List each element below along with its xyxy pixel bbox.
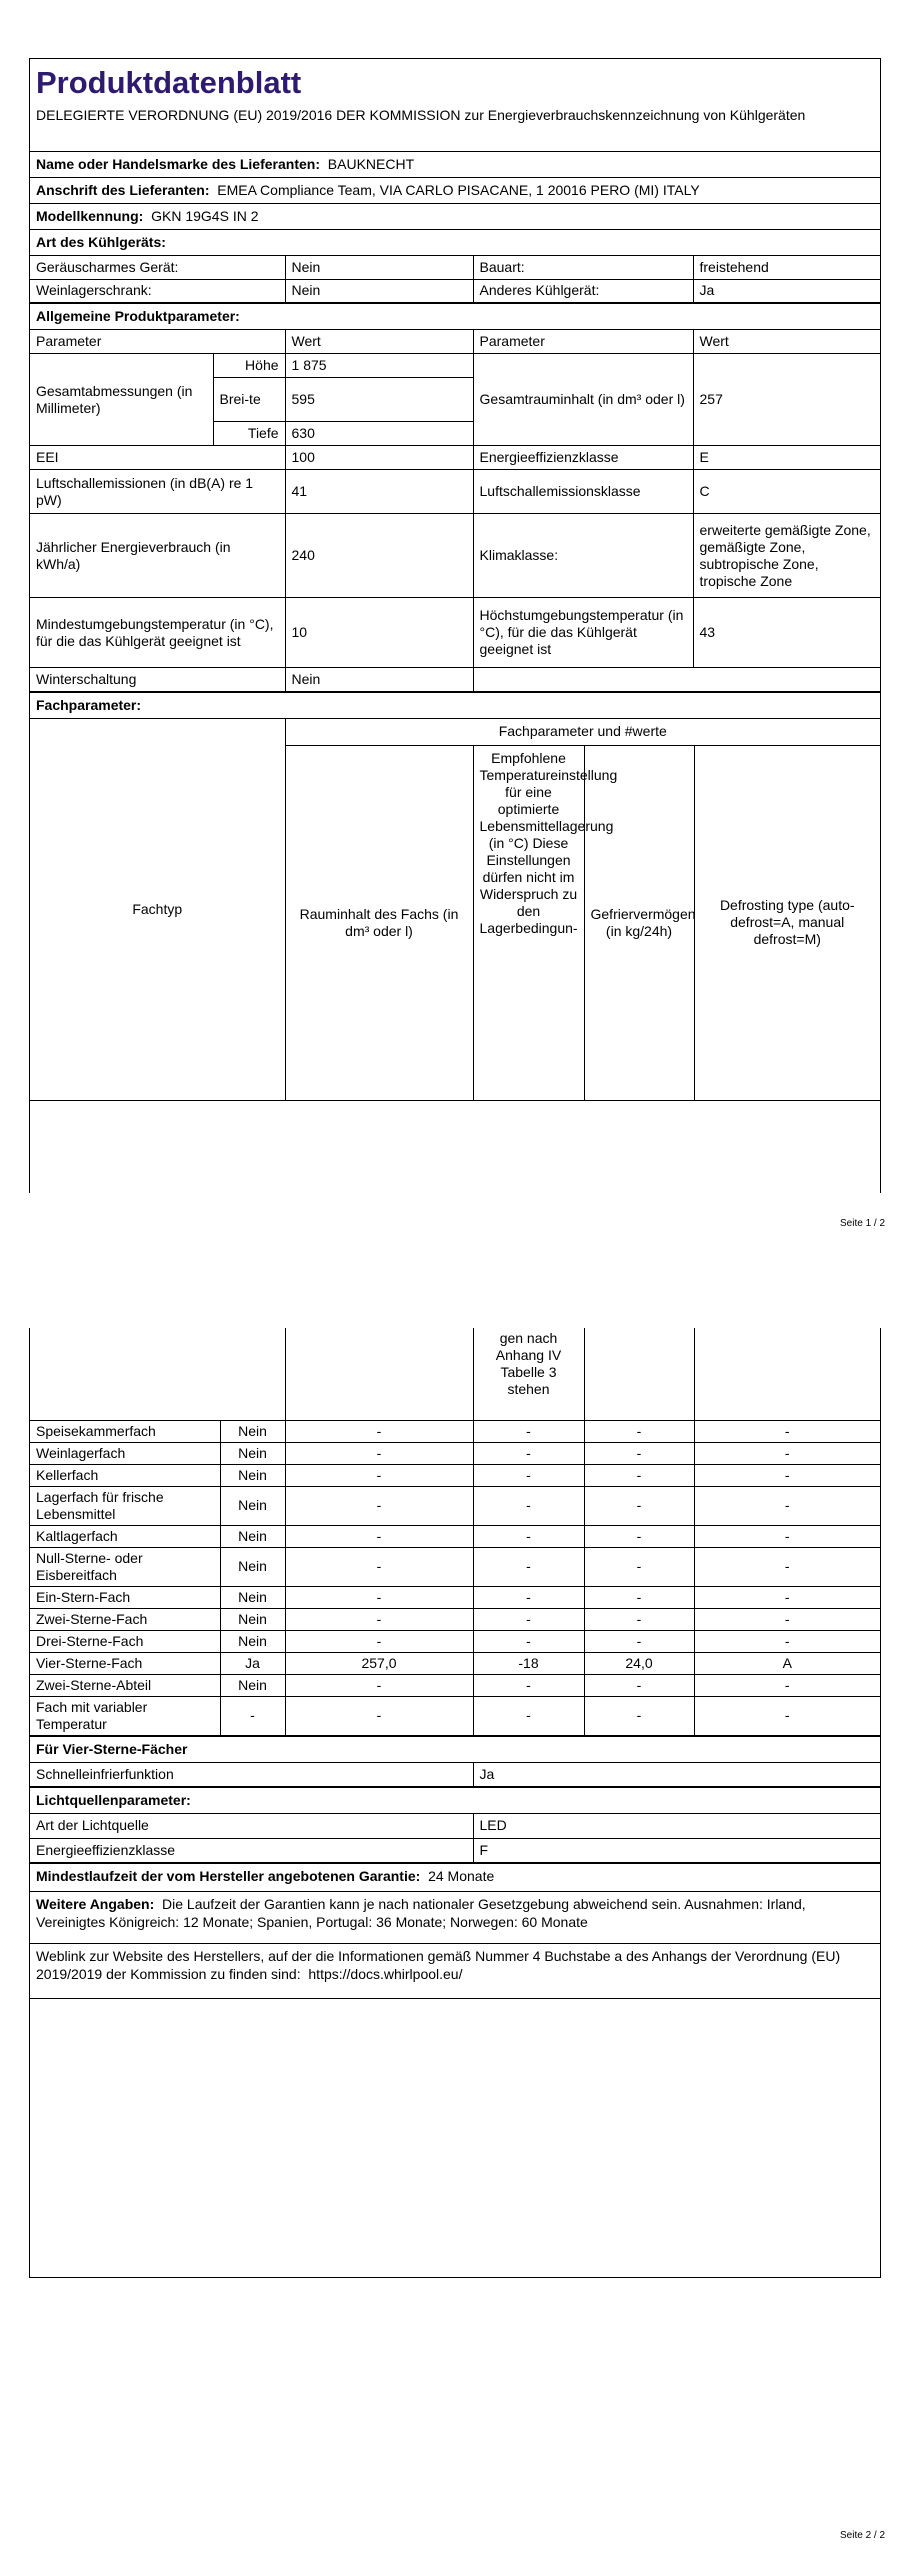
fach-header-table bbox=[30, 718, 880, 1101]
fach-volume: - bbox=[285, 1674, 473, 1696]
fach-volume: - bbox=[285, 1464, 473, 1486]
fach-temp: - bbox=[473, 1608, 584, 1630]
model-row bbox=[30, 203, 880, 229]
other-label: Anderes Kühlgerät: bbox=[473, 279, 693, 302]
min-temp-value: 10 bbox=[285, 598, 473, 668]
param-header-2: Parameter bbox=[473, 330, 693, 354]
fach-defrost: - bbox=[694, 1547, 880, 1586]
fach-present: Nein bbox=[220, 1586, 285, 1608]
max-temp-value: 43 bbox=[693, 598, 880, 668]
fach-volume: - bbox=[285, 1630, 473, 1652]
light-heading: Lichtquellenparameter: bbox=[30, 1787, 880, 1813]
general-table bbox=[30, 329, 880, 693]
page-2 bbox=[0, 1240, 905, 2560]
fach-defrost: - bbox=[694, 1525, 880, 1547]
fach-volume: - bbox=[285, 1608, 473, 1630]
quiet-label: Geräuscharmes Gerät: bbox=[30, 256, 285, 279]
winter-label: Winterschaltung bbox=[30, 668, 285, 692]
fach-present: Nein bbox=[220, 1486, 285, 1525]
value-header: Wert bbox=[285, 330, 473, 354]
depth-value: 630 bbox=[285, 422, 473, 446]
fach-defrost: - bbox=[694, 1442, 880, 1464]
fach-temp: - bbox=[473, 1674, 584, 1696]
fach-row bbox=[30, 1630, 880, 1652]
fach-row bbox=[30, 1525, 880, 1547]
fach-freeze: - bbox=[584, 1525, 694, 1547]
fach-present: Ja bbox=[220, 1652, 285, 1674]
address-label: Anschrift des Lieferanten: bbox=[36, 182, 210, 198]
other-value: Ja bbox=[693, 279, 880, 302]
fach-present: Nein bbox=[220, 1525, 285, 1547]
eei-value: 100 bbox=[285, 446, 473, 470]
min-temp-label: Mindestumgebungstemperatur (in °C), für die das Kühlgerät geeignet ist bbox=[30, 598, 285, 668]
volume-value: 257 bbox=[693, 354, 880, 446]
height-label: Höhe bbox=[213, 354, 285, 378]
energy-class-label: Energieeffizienzklasse bbox=[473, 446, 693, 470]
fach-defrost: - bbox=[694, 1630, 880, 1652]
empty-cell bbox=[473, 668, 880, 692]
fach-freeze: - bbox=[584, 1630, 694, 1652]
height-value: 1 875 bbox=[285, 354, 473, 378]
design-value: freistehend bbox=[693, 256, 880, 279]
fach-row bbox=[30, 1586, 880, 1608]
fach-freeze: - bbox=[584, 1420, 694, 1442]
address-row bbox=[30, 177, 880, 203]
warranty-label: Mindestlaufzeit der vom Hersteller angebotenen Garantie: bbox=[36, 1867, 421, 1884]
warranty-row bbox=[30, 1863, 880, 1891]
light-class-value: F bbox=[473, 1838, 880, 1862]
four-star-table bbox=[30, 1762, 880, 1788]
fach-volume: - bbox=[285, 1486, 473, 1525]
freeze-col-header: Gefriervermögen (in kg/24h) bbox=[584, 745, 694, 1100]
fach-rows bbox=[30, 1420, 880, 1735]
fach-defrost: - bbox=[694, 1608, 880, 1630]
fach-defrost: - bbox=[694, 1586, 880, 1608]
climate-class-label: Klimaklasse: bbox=[473, 514, 693, 598]
light-type-value: LED bbox=[473, 1814, 880, 1838]
depth-label: Tiefe bbox=[213, 422, 285, 446]
fach-temp: - bbox=[473, 1586, 584, 1608]
fach-row bbox=[30, 1464, 880, 1486]
fach-name: Zwei-Sterne-Fach bbox=[30, 1608, 220, 1630]
fach-name: Kellerfach bbox=[30, 1464, 220, 1486]
quick-freeze-value: Ja bbox=[473, 1763, 880, 1787]
fach-temp: - bbox=[473, 1547, 584, 1586]
model-value: GKN 19G4S IN 2 bbox=[151, 208, 259, 224]
fach-temp: - bbox=[473, 1464, 584, 1486]
fach-defrost: A bbox=[694, 1652, 880, 1674]
noise-label: Luftschallemissionen (in dB(A) re 1 pW) bbox=[30, 470, 285, 514]
fach-name: Vier-Sterne-Fach bbox=[30, 1652, 220, 1674]
supplier-value: BAUKNECHT bbox=[327, 156, 415, 172]
noise-class-label: Luftschallemissionsklasse bbox=[473, 470, 693, 514]
fach-volume: - bbox=[285, 1442, 473, 1464]
max-temp-label: Höchstumgebungstemperatur (in °C), für die das Kühlgerät geeignet ist bbox=[473, 598, 693, 668]
fach-row bbox=[30, 1696, 880, 1735]
fach-temp: - bbox=[473, 1525, 584, 1547]
page-1 bbox=[0, 0, 905, 1240]
quiet-value: Nein bbox=[285, 256, 473, 279]
energy-class-value: E bbox=[693, 446, 880, 470]
type-table bbox=[30, 255, 880, 303]
fach-freeze: - bbox=[584, 1547, 694, 1586]
fach-temp: - bbox=[473, 1486, 584, 1525]
wine-label: Weinlagerschrank: bbox=[30, 279, 285, 302]
page-number-1: Seite 1 / 2 bbox=[840, 1218, 886, 1229]
light-type-label: Art der Lichtquelle bbox=[30, 1814, 473, 1838]
fach-volume: 257,0 bbox=[285, 1652, 473, 1674]
fach-name: Kaltlagerfach bbox=[30, 1525, 220, 1547]
fach-name: Null-Sterne- oder Eisbereitfach bbox=[30, 1547, 220, 1586]
fach-freeze: - bbox=[584, 1608, 694, 1630]
fach-freeze: - bbox=[584, 1586, 694, 1608]
fach-volume: - bbox=[285, 1525, 473, 1547]
weblink-text: Weblink zur Website des Herstellers, auf der die Informationen gemäß Nummer 4 Buchstabe a des Anhangs der Verordnung (EU) 2019/2019 der Kommission zu finden sind: bbox=[36, 1947, 841, 1982]
fach-row bbox=[30, 1547, 880, 1586]
supplier-label: Name oder Handelsmarke des Lieferanten: bbox=[36, 156, 320, 172]
winter-value: Nein bbox=[285, 668, 473, 692]
fach-volume: - bbox=[285, 1696, 473, 1735]
fach-temp: - bbox=[473, 1442, 584, 1464]
fach-row bbox=[30, 1652, 880, 1674]
annual-energy-value: 240 bbox=[285, 514, 473, 598]
fach-group-header: Fachparameter und #werte bbox=[285, 719, 880, 745]
weblink-url[interactable]: https://docs.whirlpool.eu/ bbox=[308, 1965, 463, 1982]
fach-name: Zwei-Sterne-Abteil bbox=[30, 1674, 220, 1696]
fach-name: Drei-Sterne-Fach bbox=[30, 1630, 220, 1652]
wine-value: Nein bbox=[285, 279, 473, 302]
fach-defrost: - bbox=[694, 1696, 880, 1735]
datasheet-part-2 bbox=[29, 1328, 881, 2278]
fach-present: - bbox=[220, 1696, 285, 1735]
fach-defrost: - bbox=[694, 1674, 880, 1696]
fach-row bbox=[30, 1442, 880, 1464]
fach-freeze: - bbox=[584, 1486, 694, 1525]
fach-freeze: - bbox=[584, 1674, 694, 1696]
width-label: Brei-te bbox=[213, 378, 285, 422]
fach-name: Weinlagerfach bbox=[30, 1442, 220, 1464]
page-number-2: Seite 2 / 2 bbox=[840, 2530, 886, 2541]
fach-table bbox=[30, 1328, 880, 1736]
regulation-text: DELEGIERTE VERORDNUNG (EU) 2019/2016 DER KOMMISSION zur Energieverbrauchskennzeichnung von Kühlgeräten bbox=[36, 107, 806, 123]
address-value: EMEA Compliance Team, VIA CARLO PISACANE, 1 20016 PERO (MI) ITALY bbox=[217, 182, 700, 198]
volume-label: Gesamtrauminhalt (in dm³ oder l) bbox=[473, 354, 693, 446]
noise-value: 41 bbox=[285, 470, 473, 514]
fach-name: Lagerfach für frische Lebensmittel bbox=[30, 1486, 220, 1525]
fachtyp-header: Fachtyp bbox=[30, 719, 285, 1100]
temp-col-header: Empfohlene Temperatureinstellung für eine optimierte Lebensmittellagerung (in °C) Diese Einstellungen dürfen nicht im Widerspruch zu den Lagerbedingun- bbox=[473, 745, 584, 1100]
four-star-heading: Für Vier-Sterne-Fächer bbox=[30, 1736, 880, 1762]
light-class-label: Energieeffizienzklasse bbox=[30, 1838, 473, 1862]
general-heading: Allgemeine Produktparameter: bbox=[30, 303, 880, 329]
fach-temp: - bbox=[473, 1630, 584, 1652]
fach-freeze: 24,0 bbox=[584, 1652, 694, 1674]
fach-present: Nein bbox=[220, 1442, 285, 1464]
fach-present: Nein bbox=[220, 1630, 285, 1652]
more-info-row bbox=[30, 1891, 880, 1943]
param-header: Parameter bbox=[30, 330, 285, 354]
fach-cont-empty bbox=[30, 1328, 285, 1420]
temp-col-header-cont: gen nach Anhang IV Tabelle 3 stehen bbox=[473, 1328, 584, 1420]
fach-freeze: - bbox=[584, 1464, 694, 1486]
fach-defrost: - bbox=[694, 1420, 880, 1442]
eei-label: EEI bbox=[30, 446, 285, 470]
fach-volume: - bbox=[285, 1420, 473, 1442]
design-label: Bauart: bbox=[473, 256, 693, 279]
volume-col-header: Rauminhalt des Fachs (in dm³ oder l) bbox=[285, 745, 473, 1100]
fach-volume: - bbox=[285, 1586, 473, 1608]
supplier-row bbox=[30, 151, 880, 177]
fach-temp: - bbox=[473, 1696, 584, 1735]
fach-present: Nein bbox=[220, 1608, 285, 1630]
warranty-value: 24 Monate bbox=[428, 1867, 495, 1884]
quick-freeze-label: Schnelleinfrierfunktion bbox=[30, 1763, 473, 1787]
width-value: 595 bbox=[285, 378, 473, 422]
document-title: Produktdatenblatt bbox=[36, 65, 302, 100]
fach-freeze: - bbox=[584, 1696, 694, 1735]
fach-present: Nein bbox=[220, 1674, 285, 1696]
light-table bbox=[30, 1813, 880, 1863]
fach-row bbox=[30, 1420, 880, 1442]
fach-name: Ein-Stern-Fach bbox=[30, 1586, 220, 1608]
fach-row bbox=[30, 1674, 880, 1696]
fach-freeze: - bbox=[584, 1442, 694, 1464]
fach-name: Speisekammerfach bbox=[30, 1420, 220, 1442]
defrost-col-header: Defrosting type (auto-defrost=A, manual defrost=M) bbox=[694, 745, 880, 1100]
fach-temp: -18 bbox=[473, 1652, 584, 1674]
fach-volume: - bbox=[285, 1547, 473, 1586]
fach-temp: - bbox=[473, 1420, 584, 1442]
climate-class-value: erweiterte gemäßigte Zone, gemäßigte Zone, subtropische Zone, tropische Zone bbox=[693, 514, 880, 598]
fach-name: Fach mit variabler Temperatur bbox=[30, 1696, 220, 1735]
dimensions-label: Gesamtabmessungen (in Millimeter) bbox=[30, 354, 213, 446]
fach-present: Nein bbox=[220, 1547, 285, 1586]
more-info-text: Die Laufzeit der Garantien kann je nach nationaler Gesetzgebung abweichend sein. Ausnahmen: Irland, Vereinigtes Königreich: 12 Monate; Spanien, Portugal: 36 Monate; Norwegen: 60 Monate bbox=[36, 1895, 806, 1930]
value-header-2: Wert bbox=[693, 330, 880, 354]
type-heading: Art des Kühlgeräts: bbox=[30, 229, 880, 255]
datasheet-part-1 bbox=[29, 58, 881, 1193]
noise-class-value: C bbox=[693, 470, 880, 514]
fach-row bbox=[30, 1608, 880, 1630]
fach-present: Nein bbox=[220, 1420, 285, 1442]
more-info-label: Weitere Angaben: bbox=[36, 1895, 155, 1912]
weblink-row bbox=[30, 1943, 880, 1999]
fach-defrost: - bbox=[694, 1464, 880, 1486]
annual-energy-label: Jährlicher Energieverbrauch (in kWh/a) bbox=[30, 514, 285, 598]
fach-row bbox=[30, 1486, 880, 1525]
fach-present: Nein bbox=[220, 1464, 285, 1486]
fach-heading: Fachparameter: bbox=[30, 692, 880, 718]
model-label: Modellkennung: bbox=[36, 208, 144, 224]
fach-defrost: - bbox=[694, 1486, 880, 1525]
